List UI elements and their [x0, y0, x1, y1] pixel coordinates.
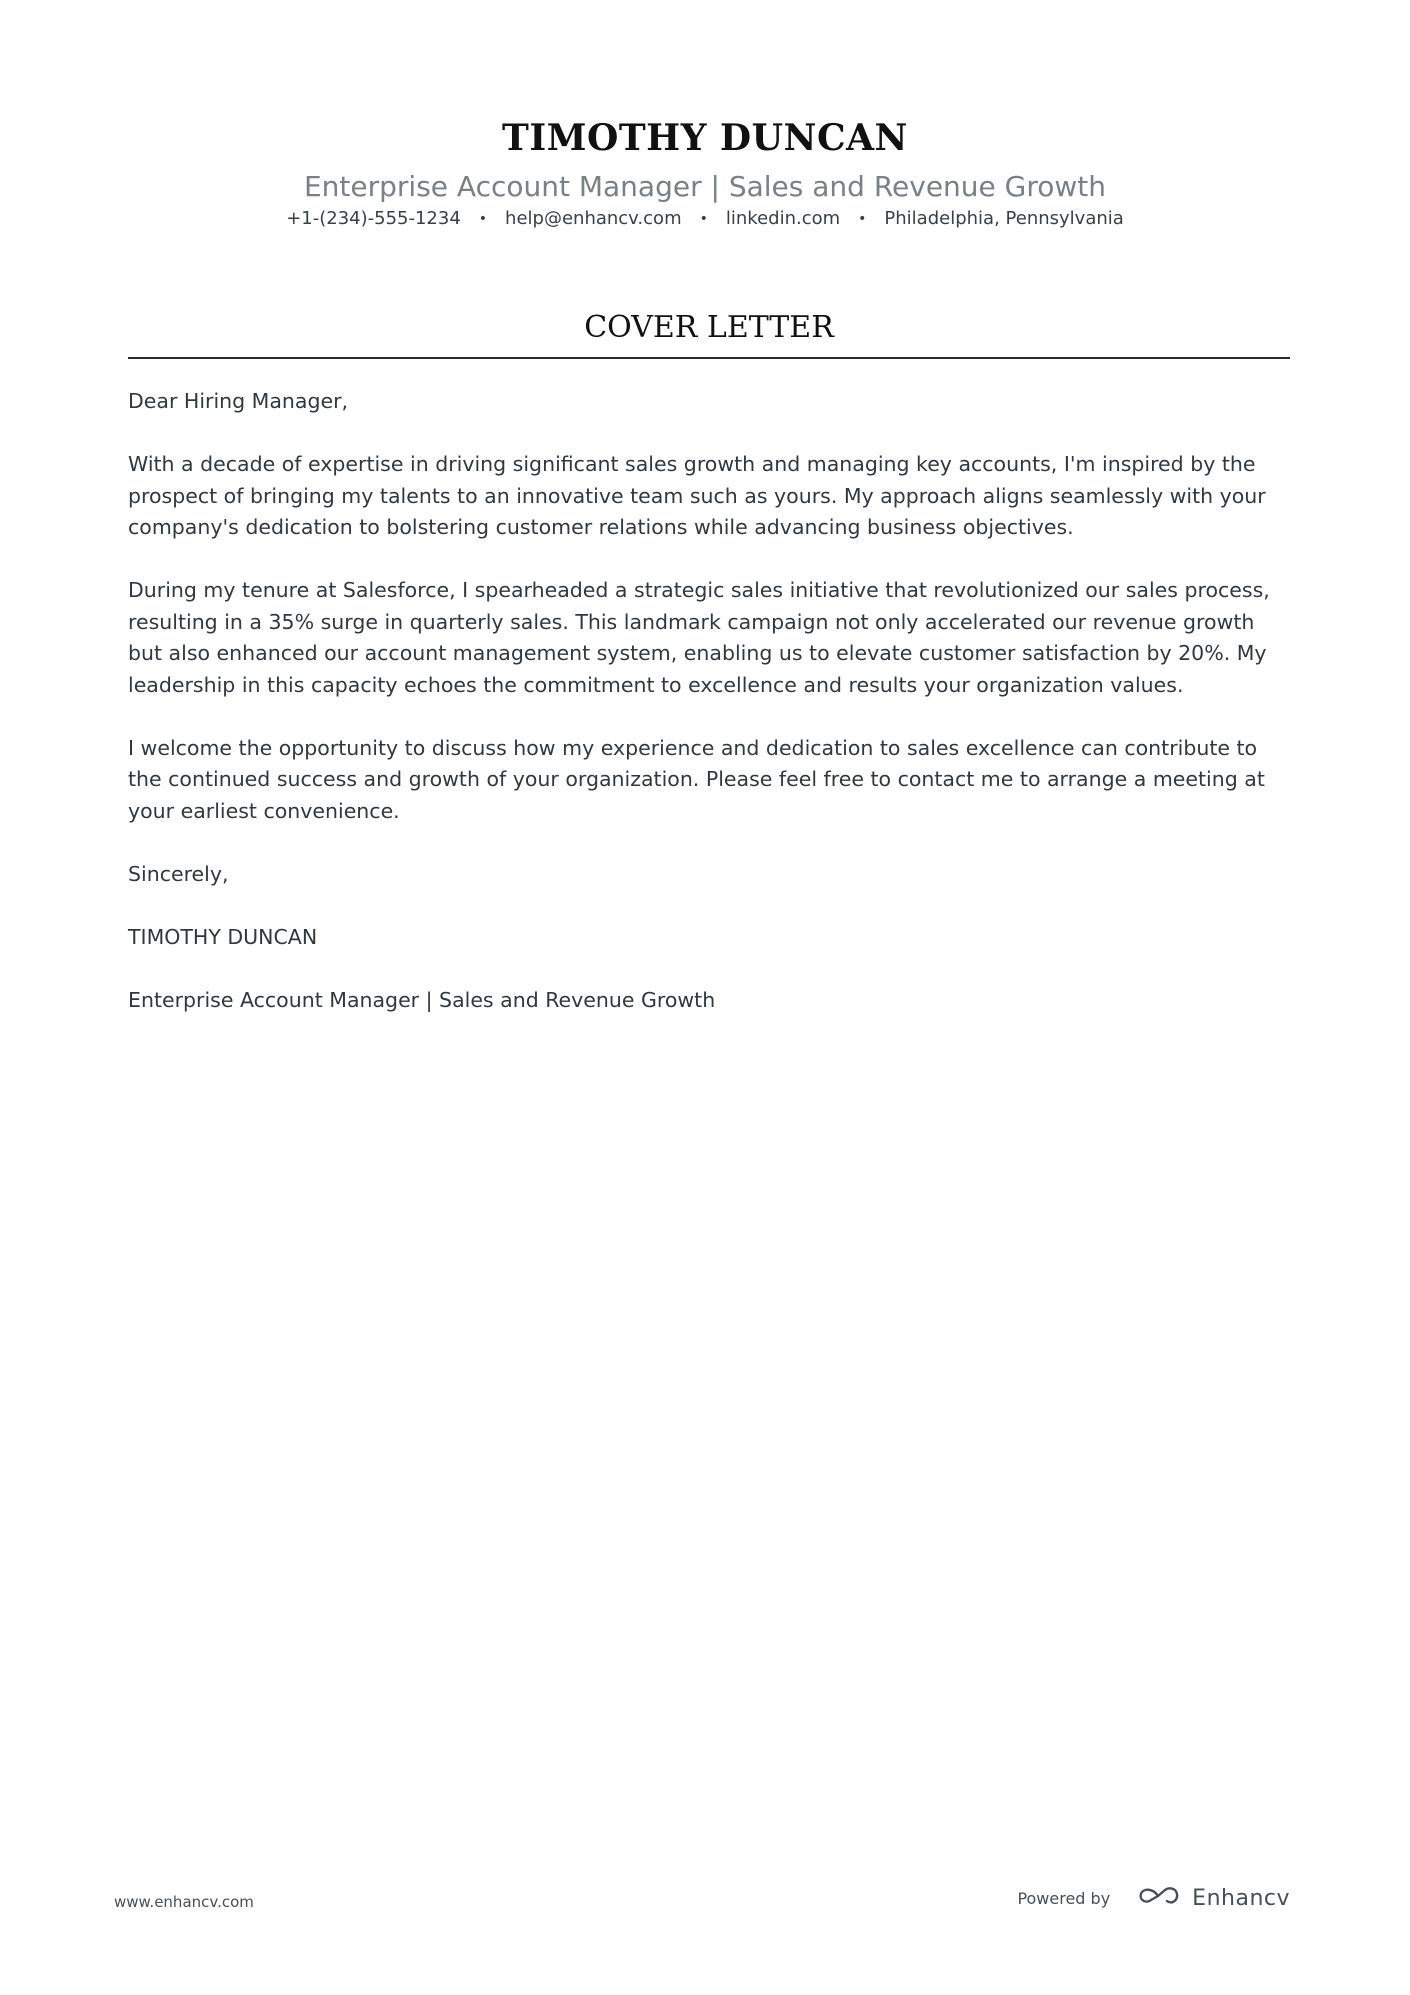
footer-branding	[1017, 1884, 1290, 1912]
candidate-name: TIMOTHY DUNCAN	[502, 117, 908, 159]
candidate-title: Enterprise Account Manager | Sales and Revenue Growth	[303, 170, 1107, 203]
powered-by-label: Powered by	[1017, 1888, 1111, 1908]
email-address: help@enhancv.com	[505, 208, 682, 229]
footer-website: www.enhancv.com	[114, 1893, 254, 1911]
paragraph-3: I welcome the opportunity to discuss how my experience and dedication to sales excellence can contribute to the continued success and growth of your organization. Please feel free to contact me to arrange a meeting at your earliest convenience.	[128, 735, 1265, 823]
separator-bullet: •	[858, 211, 867, 227]
closing: Sincerely,	[128, 861, 229, 886]
paragraph-1: With a decade of expertise in driving significant sales growth and managing key accounts, I'm inspired by the prospect of bringing my talents to an innovative team such as yours. My approach aligns seamlessly with your company's dedication to bolstering customer relations while advancing business objectives.	[128, 452, 1266, 539]
paragraph-2: During my tenure at Salesforce, I spearheaded a strategic sales initiative that revolutionized our sales process, resulting in a 35% surge in quarterly sales. This landmark campaign not only accelerated our revenue growth but also enhanced our account management system, enabling us to elevate customer satisfaction by 20%. My leadership in this capacity echoes the commitment to excellence and results your organization values.	[128, 578, 1270, 697]
brand-name: Enhancv	[1192, 1885, 1290, 1911]
phone-number: +1-(234)-555-1234	[286, 208, 461, 229]
location: Philadelphia, Pennsylvania	[884, 208, 1124, 229]
letter-body	[128, 386, 1290, 1048]
signature-name: TIMOTHY DUNCAN	[128, 924, 318, 949]
linkedin-link: linkedin.com	[725, 208, 841, 229]
section-divider	[128, 357, 1290, 359]
separator-bullet: •	[478, 211, 488, 227]
signature-title: Enterprise Account Manager | Sales and Revenue Growth	[128, 987, 716, 1012]
contact-line	[0, 206, 1410, 232]
enhancv-logo-icon	[1136, 1884, 1182, 1912]
separator-bullet: •	[699, 211, 708, 227]
greeting: Dear Hiring Manager,	[128, 389, 349, 413]
brand	[1136, 1884, 1290, 1912]
header	[0, 112, 1410, 232]
section-title: COVER LETTER	[584, 310, 834, 345]
